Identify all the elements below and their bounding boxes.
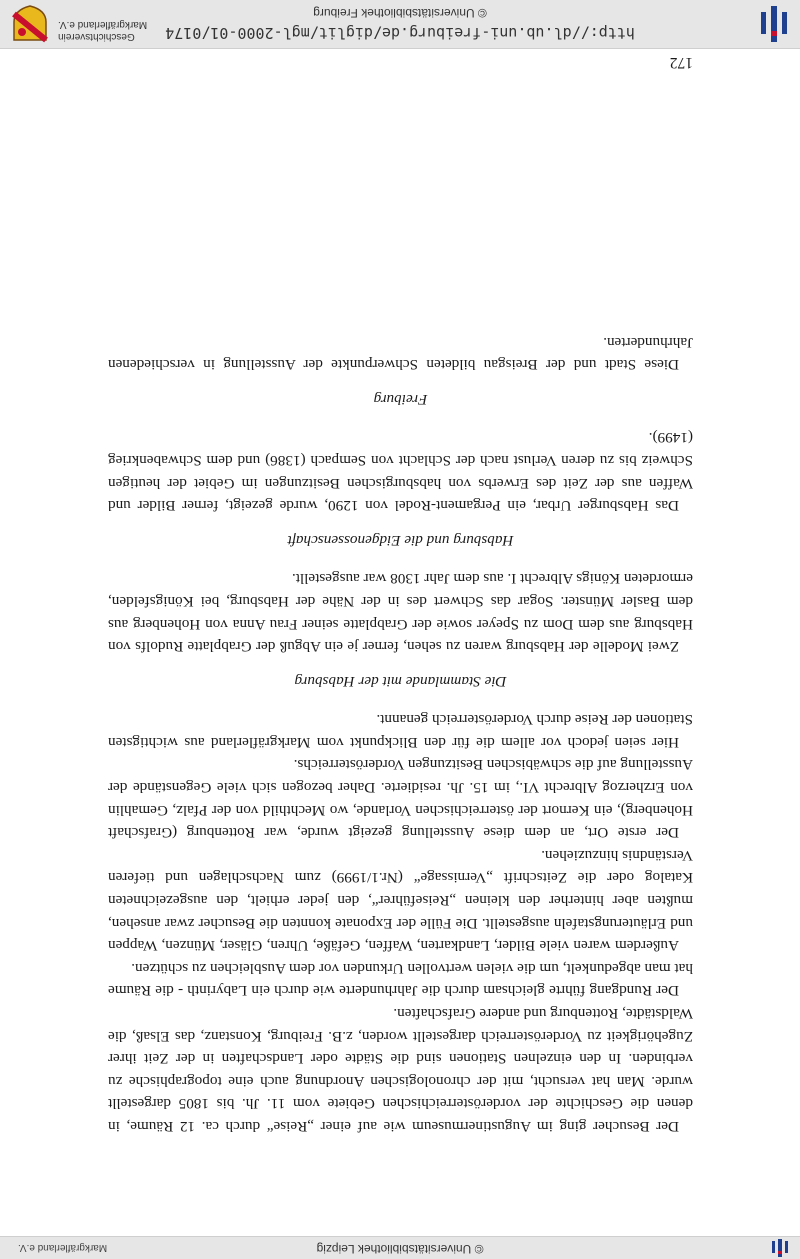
copyright-notice: © Universitätsbibliothek Freiburg: [313, 6, 487, 20]
paragraph: Der Rundgang führte gleichsam durch die Jahrhunderte wie durch ein Labyrinth - die Räume hat man abgedunkelt, um die vielen wertvollen Urkunden vor dem Ausbleichen zu schützen.: [108, 959, 693, 1000]
society-line: Markgräflerland e.V.: [58, 19, 148, 30]
society-label: [58, 18, 188, 42]
viewer-footer-bar: [0, 0, 800, 49]
section-heading: Habsburg und die Eidgenossenschaft: [287, 531, 514, 549]
section-heading: Die Stammlande mit der Habsburg: [294, 672, 507, 690]
library-credit: © Universitätsbibliothek Leipzig: [316, 1242, 484, 1256]
article-body: [108, 330, 693, 1137]
page-number: 172: [669, 54, 693, 71]
paragraph: Außerdem waren viele Bilder, Landkarten, Waffen, Gefäße, Uhren, Gläser, Münzen, Wappen und Erläuterungstafeln ausgestellt. Die Fülle der Exponate konnten die Besucher zwar ansehen, mußten aber hinterher den kleinen „Reiseführer“, den jeder erhielt, den ausgezeichneten Katalog oder die Zeitschrift „Vernissage“ (Nr.1/1999) zum Nachschlagen und tieferen Verständnis hinzuziehen.: [108, 846, 693, 955]
permalink-url[interactable]: http://dl.ub.uni-freiburg.de/diglit/mgl-2000-01/0174: [165, 24, 635, 42]
viewer-header-bar: [0, 1236, 800, 1259]
paragraph: Hier seien jedoch vor allem die für den Blickpunkt vom Markgräflerland aus wichtigsten Stationen der Reise durch Vorderösterreich genannt.: [108, 711, 693, 751]
coat-of-arms-icon: [10, 4, 50, 44]
paragraph: Diese Stadt und der Breisgau bildeten Schwerpunkte der Ausstellung in verschiedenen Jahrhunderten.: [108, 333, 693, 374]
paragraph: Zwei Modelle der Habsburg waren zu sehen, ferner je ein Abguß der Grabplatte Rudolfs von Habsburg aus dem Dom zu Speyer sowie der Grabplatte seiner Frau Anna von Hohenberg aus dem Basler Münster. Sogar das Schwert des in der Nähe der Habsburg, bei Königsfelden, ermordeten Königs Albrecht I. aus dem Jahr 1308 war ausgestellt.: [108, 570, 693, 656]
society-name: Markgräflerland e.V.: [18, 1242, 108, 1253]
section-heading: Freiburg: [373, 390, 428, 408]
paragraph: Der erste Ort, an dem diese Ausstellung gezeigt wurde, war Rottenburg (Grafschaft Hohenberg), ein Kernort der österreichischen Vorlande, wo Mechthild von der Pfalz, Gemahlin von Erzherzog Albrecht VI., im 15. Jh. residierte. Daher bezogen sich viele Gegenstände der Ausstellung auf die schwäbischen Besitzungen Vorderösterreichs.: [108, 756, 693, 842]
paragraph: Der Besucher ging im Augustinermuseum wie auf einer „Reise“ durch ca. 12 Räume, in denen die Geschichte der vorderösterreichischen Gebiete vom 11. Jh. bis 1805 dargestellt wurde. Man hat versucht, mit der chronologischen Anordnung auch eine topographische zu verbinden. In den einzelnen Stationen sind die Städte oder Landschaften in der Zeit ihrer Zugehörigkeit zu Vorderösterreich dargestellt worden, z.B. Freiburg, Konstanz, das Elsaß, die Waldstädte, Rottenburg und andere Grafschaften.: [108, 1005, 693, 1135]
society-line: Geschichtsverein: [58, 31, 135, 42]
paragraph: Das Habsburger Urbar, ein Pergament-Rodel von 1290, wurde gezeigt, ferner Bilder und Waffen aus der Zeit des Erwerbs von habsburgischen Besitzungen im Gebiet der heutigen Schweiz bis zu deren Verlust nach der Schlacht von Sempach (1386) und dem Schwabenkrieg (1499).: [108, 429, 693, 515]
